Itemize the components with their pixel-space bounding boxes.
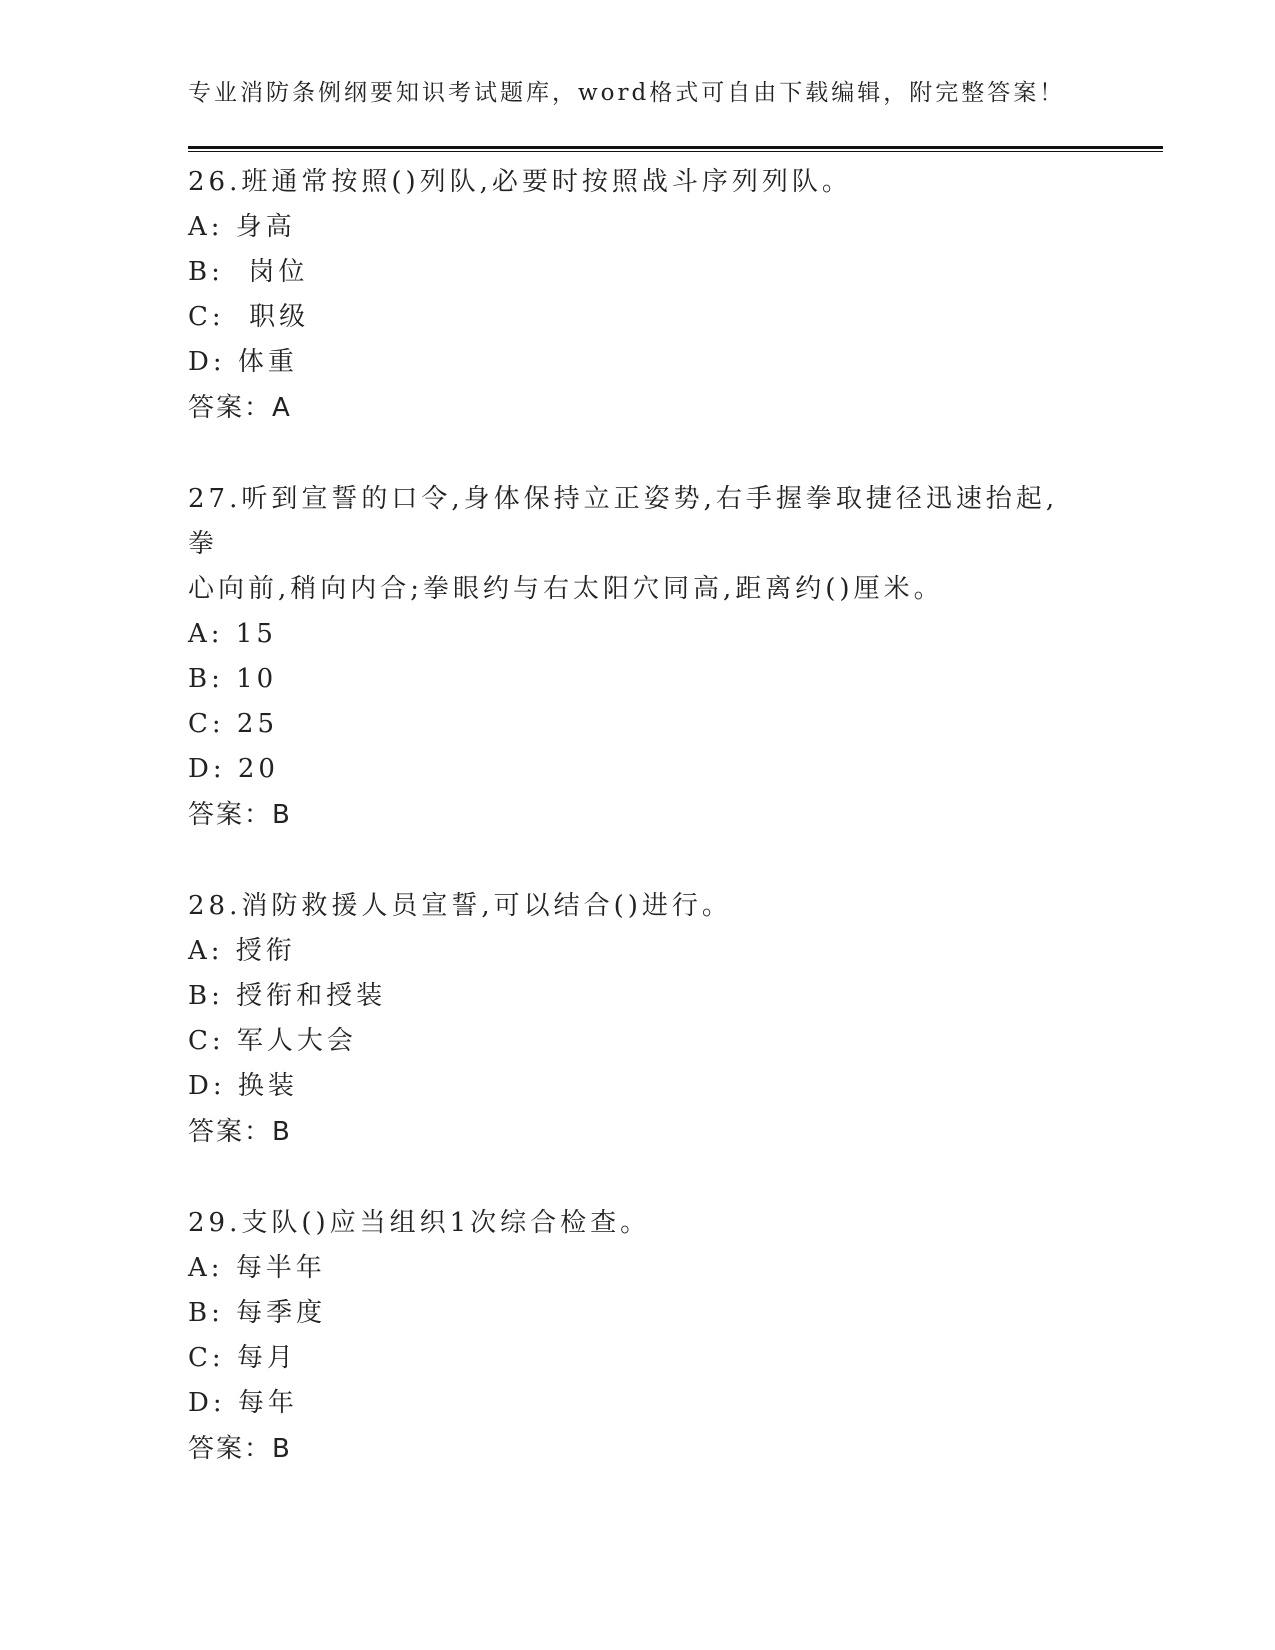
option-a: A: 每半年	[188, 1253, 326, 1283]
option-a: A: 身高	[188, 212, 296, 242]
question-stem-continued: 心向前,稍向内合;拳眼约与右太阳穴同高,距离约()厘米。	[188, 574, 944, 604]
question-stem: 28.消防救援人员宣誓,可以结合()进行。	[188, 891, 732, 921]
option-d: D: 每年	[188, 1388, 298, 1418]
spacer	[188, 431, 1088, 477]
question-28	[188, 884, 1088, 1155]
option-d: D: 体重	[188, 347, 298, 377]
answer: 答案：B	[188, 1434, 292, 1464]
spacer	[188, 1155, 1088, 1201]
option-d: D: 20	[188, 754, 279, 784]
question-stem: 27.听到宣誓的口令,身体保持立正姿势,右手握拳取捷径迅速抬起,拳	[188, 484, 1059, 559]
answer: 答案：B	[188, 800, 292, 830]
spacer	[188, 838, 1088, 884]
header-divider-thick	[188, 146, 1163, 149]
option-a: A: 15	[188, 619, 277, 649]
question-stem: 26.班通常按照()列队,必要时按照战斗序列列队。	[188, 167, 852, 197]
option-b: B: 每季度	[188, 1298, 327, 1328]
option-c: C: 职级	[188, 302, 310, 332]
question-26	[188, 160, 1088, 431]
option-c: C: 军人大会	[188, 1026, 357, 1056]
question-stem: 29.支队()应当组织1次综合检查。	[188, 1208, 651, 1238]
option-b: B: 10	[188, 664, 278, 694]
page-header: 专业消防条例纲要知识考试题库，word格式可自由下载编辑，附完整答案！	[188, 80, 1066, 106]
option-d: D: 换装	[188, 1071, 298, 1101]
header-divider-thin	[188, 151, 1163, 152]
answer: 答案：B	[188, 1117, 292, 1147]
option-b: B: 岗位	[188, 257, 309, 287]
option-c: C: 25	[188, 709, 279, 739]
question-27	[188, 477, 1088, 838]
question-29	[188, 1201, 1088, 1472]
option-a: A: 授衔	[188, 936, 296, 966]
answer: 答案：A	[188, 393, 292, 423]
option-c: C: 每月	[188, 1343, 297, 1373]
question-list	[188, 160, 1088, 1472]
option-b: B: 授衔和授装	[188, 981, 387, 1011]
